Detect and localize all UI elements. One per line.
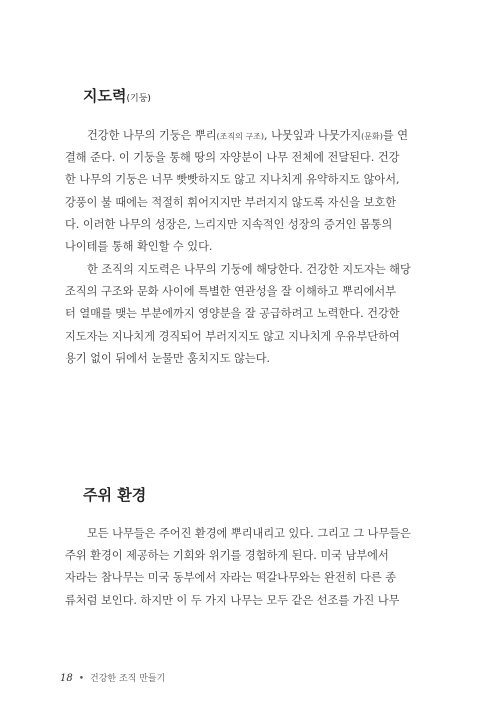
text-segment: 를 연: [382, 129, 409, 142]
text-line: [65, 125, 427, 147]
text-line: 강풍이 불 때에는 적절히 휘어지지만 부러지지 않도록 자신을 보호한: [65, 195, 397, 209]
inline-note: (조직의 구조): [216, 132, 264, 141]
book-title: 건강한 조직 만들기: [90, 674, 166, 684]
section-heading-leadership: [83, 85, 151, 106]
page-number: 18: [60, 673, 73, 684]
text-line: 나이테를 통해 확인할 수 있다.: [65, 239, 213, 253]
text-line: 류처럼 보인다. 하지만 이 두 가지 나무는 모두 같은 선조를 가진 나무: [65, 593, 400, 607]
footer-separator: •: [78, 674, 85, 684]
paragraph-leadership: [65, 259, 427, 370]
inline-note: (문화): [361, 132, 383, 141]
section-heading-title: 주위 환경: [83, 486, 147, 504]
text-line: 결해 준다. 이 기둥을 통해 땅의 자양분이 나무 전체에 전달된다. 건강: [65, 151, 400, 165]
section-heading-title: 지도력: [83, 87, 127, 105]
paragraph-tree-trunk: [65, 125, 427, 258]
section-heading-environment: [83, 484, 146, 505]
text-line: 용기 없이 뒤에서 눈물만 훔치지도 않는다.: [65, 351, 271, 365]
paragraph-environment: [65, 523, 427, 612]
text-line: 한 나무의 기둥은 너무 빳빳하지도 않고 지나치게 유약하지도 않아서,: [65, 173, 400, 187]
text-segment: 건강한 나무의 기둥은 뿌리: [87, 129, 217, 142]
text-line: 한 조직의 지도력은 나무의 기둥에 해당한다. 건강한 지도자는 해당: [87, 263, 411, 276]
text-line: 주위 환경이 제공하는 기회와 위기를 경험하게 된다. 미국 남부에서: [65, 549, 389, 563]
text-line: 지도자는 지나치게 경직되어 부러지지도 않고 지나치게 우유부단하여: [65, 329, 400, 343]
text-line: 자라는 참나무는 미국 동부에서 자라는 떡갈나무와는 완전히 다른 종: [65, 571, 397, 585]
section-heading-note: (기둥): [126, 94, 151, 104]
page-footer: [60, 671, 165, 684]
text-segment: , 나뭇잎과 나뭇가지: [264, 129, 362, 142]
text-line: 다. 이러한 나무의 성장은, 느리지만 지속적인 성장의 증거인 몸통의: [65, 217, 393, 231]
text-line: 터 열매를 맺는 부분에까지 영양분을 잘 공급하려고 노력한다. 건강한: [65, 307, 400, 321]
text-line: 모든 나무들은 주어진 환경에 뿌리내리고 있다. 그리고 그 나무들은: [87, 527, 411, 540]
text-line: 조직의 구조와 문화 사이에 특별한 연관성을 잘 이해하고 뿌리에서부: [65, 285, 397, 299]
